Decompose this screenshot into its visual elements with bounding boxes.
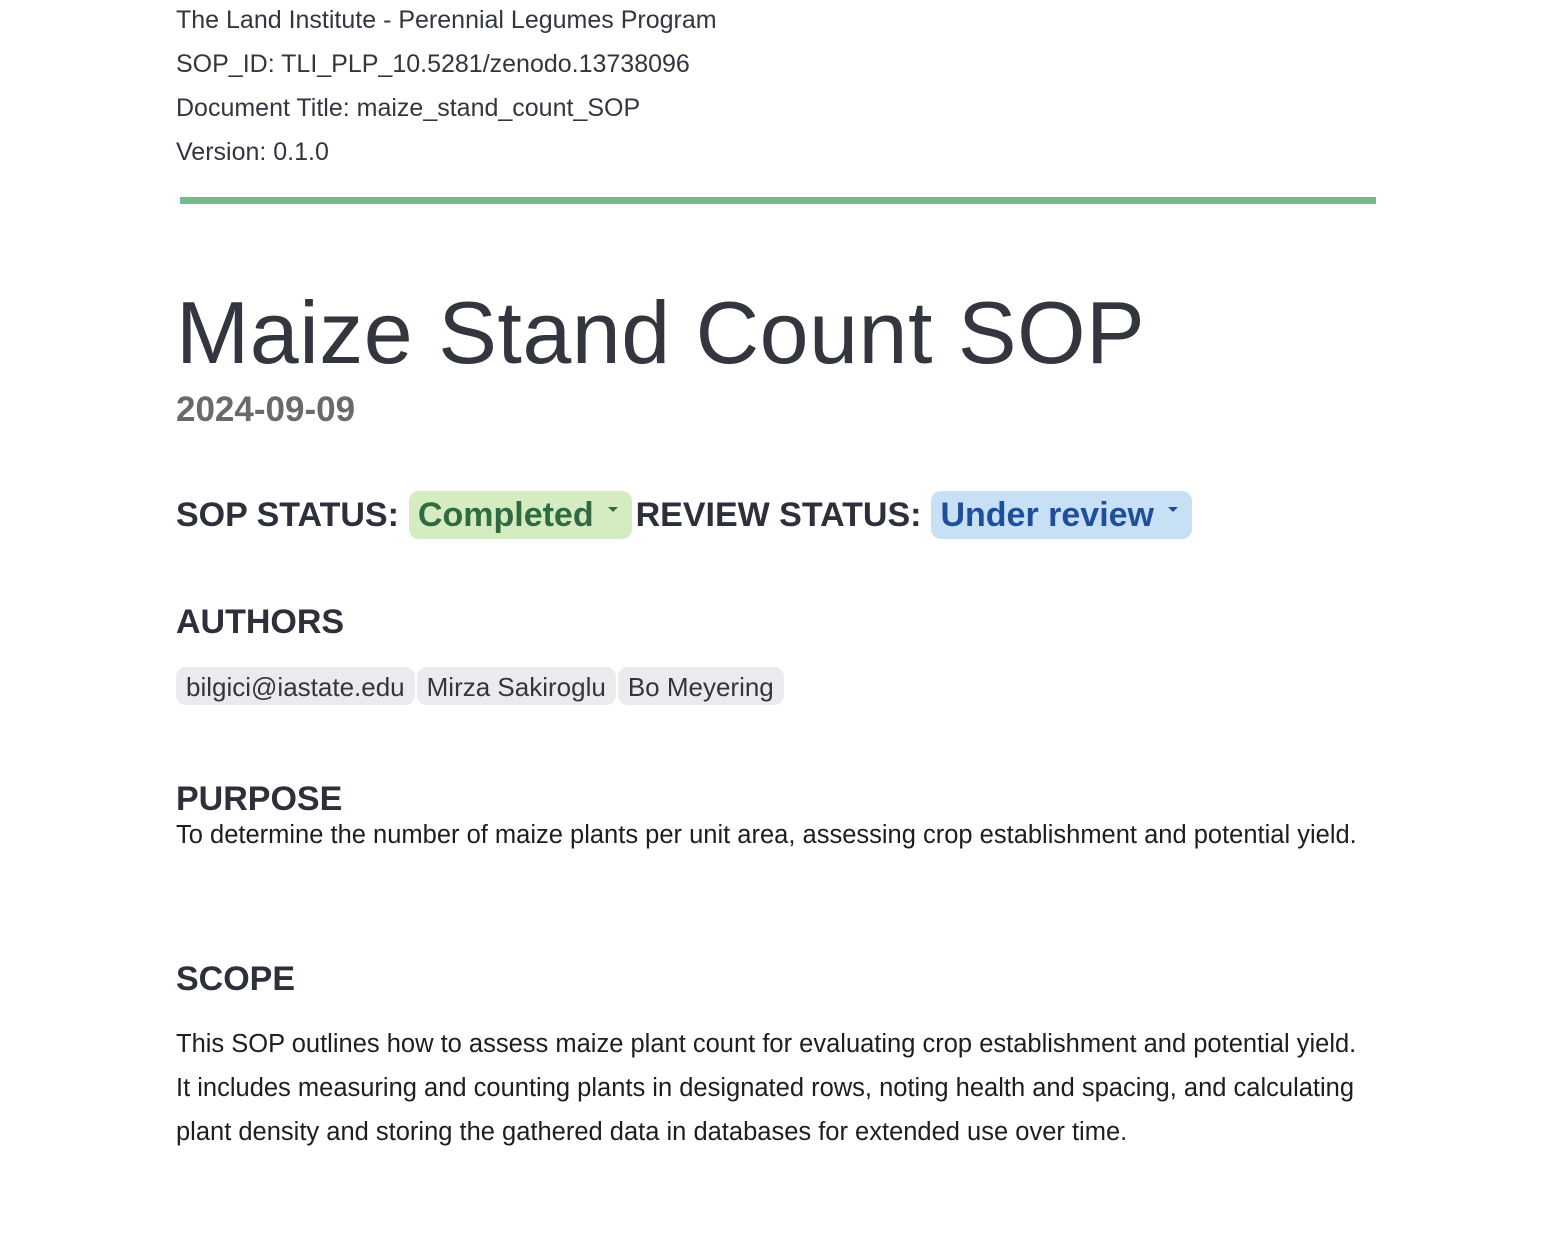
review-status-value: Under review <box>940 496 1154 534</box>
author-chip: bilgici@iastate.edu <box>176 667 415 705</box>
review-status-dropdown[interactable] <box>931 491 1192 539</box>
institution-name: The Land Institute - Perennial Legumes Program <box>176 6 717 34</box>
document-metadata <box>176 0 1376 174</box>
sop-document <box>176 0 1376 1146</box>
chevron-down-icon <box>1168 507 1178 512</box>
author-chip: Mirza Sakiroglu <box>417 667 616 705</box>
scope-heading: SCOPE <box>176 960 296 998</box>
document-date: 2024-09-09 <box>176 390 356 429</box>
purpose-text: To determine the number of maize plants per unit area, assessing crop establishment and potential yield. <box>176 821 1357 849</box>
sop-status-label: SOP STATUS: <box>176 496 399 534</box>
authors-list <box>176 667 784 705</box>
scope-text: This SOP outlines how to assess maize plant count for evaluating crop establishment and potential yield. It includes measuring and counting plants in designated rows, noting health and spacing, and calculating plant density and storing the gathered data in databases for extended use over time. <box>176 1030 1357 1146</box>
header-divider <box>180 197 1376 204</box>
page-title: Maize Stand Count SOP <box>176 283 1146 382</box>
document-title-line: Document Title: maize_stand_count_SOP <box>176 94 641 122</box>
purpose-heading: PURPOSE <box>176 780 343 818</box>
version-line: Version: 0.1.0 <box>176 138 329 166</box>
status-row <box>176 490 1192 540</box>
chevron-down-icon <box>608 507 618 512</box>
review-status-label: REVIEW STATUS: <box>635 496 922 534</box>
sop-status-dropdown[interactable] <box>409 491 632 539</box>
authors-heading: AUTHORS <box>176 603 345 641</box>
sop-id: SOP_ID: TLI_PLP_10.5281/zenodo.13738096 <box>176 50 690 78</box>
author-chip: Bo Meyering <box>618 667 784 705</box>
sop-status-value: Completed <box>417 496 594 534</box>
